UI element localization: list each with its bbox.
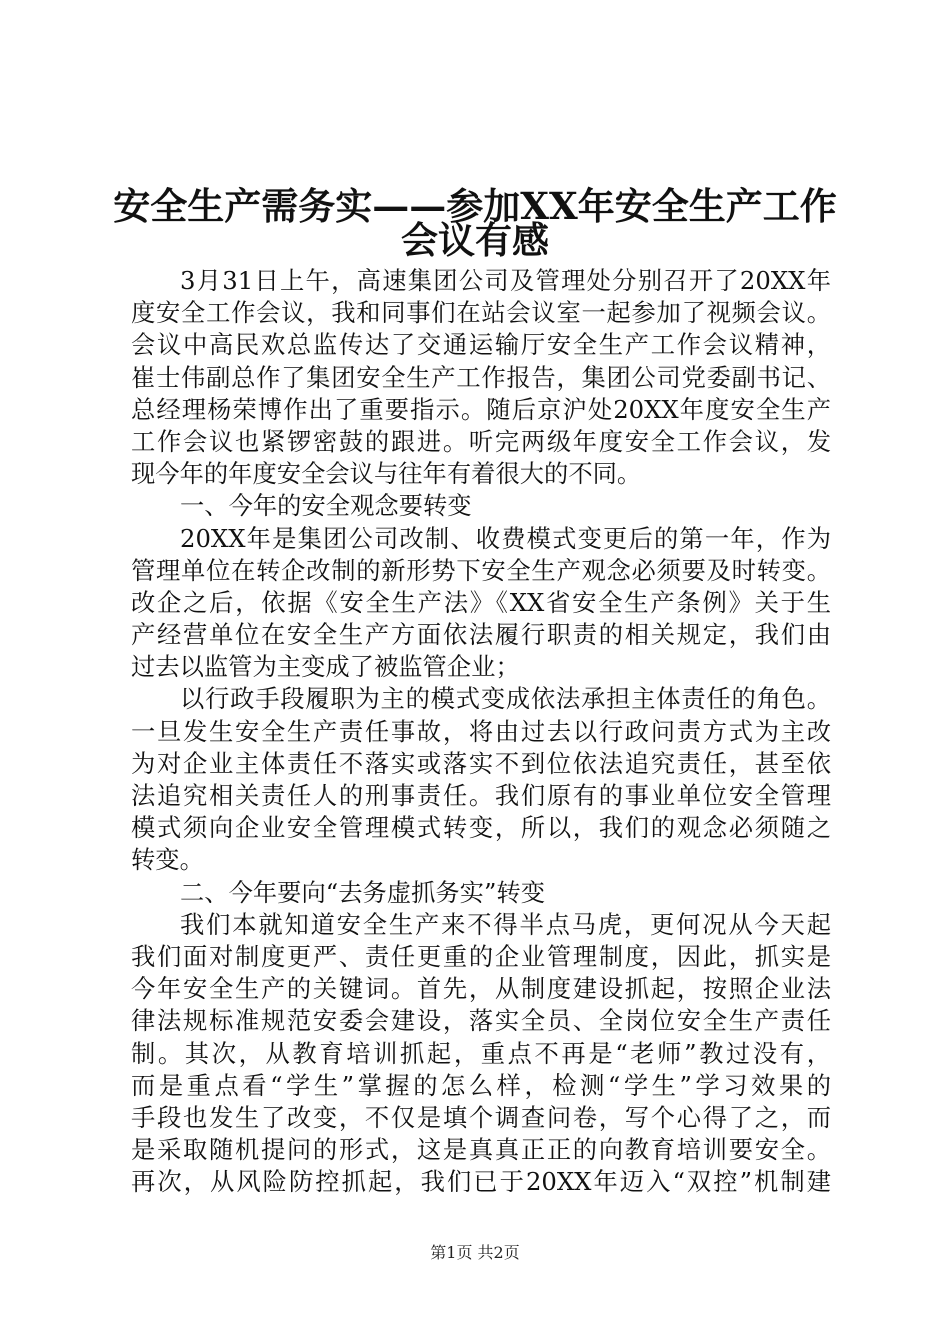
body-line: 总经理杨荣博作出了重要指示。随后京沪处20XX年度安全生产: [131, 394, 831, 424]
body-line: 工作会议也紧锣密鼓的跟进。听完两级年度安全工作会议，发: [131, 426, 831, 456]
body-line: 再次，从风险防控抓起，我们已于20XX年迈入“双控”机制建: [131, 1167, 831, 1197]
body-line: 律法规标准规范安委会建设，落实全员、全岗位安全生产责任: [131, 1006, 831, 1036]
document-title-line-1: 安全生产需务实——参加XX年安全生产工作: [113, 184, 837, 228]
body-line: 今年安全生产的关键词。首先，从制度建设抓起，按照企业法: [131, 974, 831, 1004]
body-line: 改企之后，依据《安全生产法》《XX省安全生产条例》关于生: [131, 587, 831, 617]
body-line: 手段也发生了改变，不仅是填个调查问卷，写个心得了之，而: [131, 1102, 831, 1132]
body-line: 崔士伟副总作了集团安全生产工作报告，集团公司党委副书记、: [131, 362, 831, 392]
body-line: 度安全工作会议，我和同事们在站会议室一起参加了视频会议。: [131, 298, 831, 328]
body-line: 产经营单位在安全生产方面依法履行职责的相关规定，我们由: [131, 620, 831, 650]
body-line: 二、今年要向“去务虚抓务实”转变: [180, 877, 545, 907]
body-line: 会议中高民欢总监传达了交通运输厅安全生产工作会议精神，: [131, 330, 831, 360]
page-number-footer: 第1页 共2页: [430, 1243, 520, 1262]
body-line: 为对企业主体责任不落实或落实不到位依法追究责任，甚至依: [131, 748, 831, 778]
body-line: 管理单位在转企改制的新形势下安全生产观念必须要及时转变。: [131, 555, 831, 585]
body-line: 模式须向企业安全管理模式转变，所以，我们的观念必须随之: [131, 813, 831, 843]
body-line: 3月31日上午，高速集团公司及管理处分别召开了20XX年: [180, 266, 831, 295]
body-line: 一旦发生安全生产责任事故，将由过去以行政问责方式为主改: [131, 716, 831, 746]
document-title-line-2: 会议有感: [401, 218, 549, 262]
body-line: 一、今年的安全观念要转变: [180, 491, 472, 521]
body-line: 而是重点看“学生”掌握的怎么样，检测“学生”学习效果的: [131, 1070, 831, 1100]
body-line: 20XX年是集团公司改制、收费模式变更后的第一年，作为: [180, 523, 831, 553]
body-line: 转变。: [131, 845, 204, 875]
body-line: 过去以监管为主变成了被监管企业；: [131, 652, 520, 682]
body-line: 法追究相关责任人的刑事责任。我们原有的事业单位安全管理: [131, 781, 831, 810]
document-body: [131, 265, 831, 1198]
body-line: 我们面对制度更严、责任更重的企业管理制度，因此，抓实是: [131, 941, 831, 971]
body-line: 现今年的年度安全会议与往年有着很大的不同。: [131, 459, 642, 489]
body-line: 我们本就知道安全生产来不得半点马虎，更何况从今天起: [180, 909, 831, 939]
body-line: 是采取随机提问的形式，这是真真正正的向教育培训要安全。: [131, 1135, 831, 1165]
body-line: 制。其次，从教育培训抓起，重点不再是“老师”教过没有，: [131, 1038, 831, 1068]
body-line: 以行政手段履职为主的模式变成依法承担主体责任的角色。: [180, 684, 831, 714]
